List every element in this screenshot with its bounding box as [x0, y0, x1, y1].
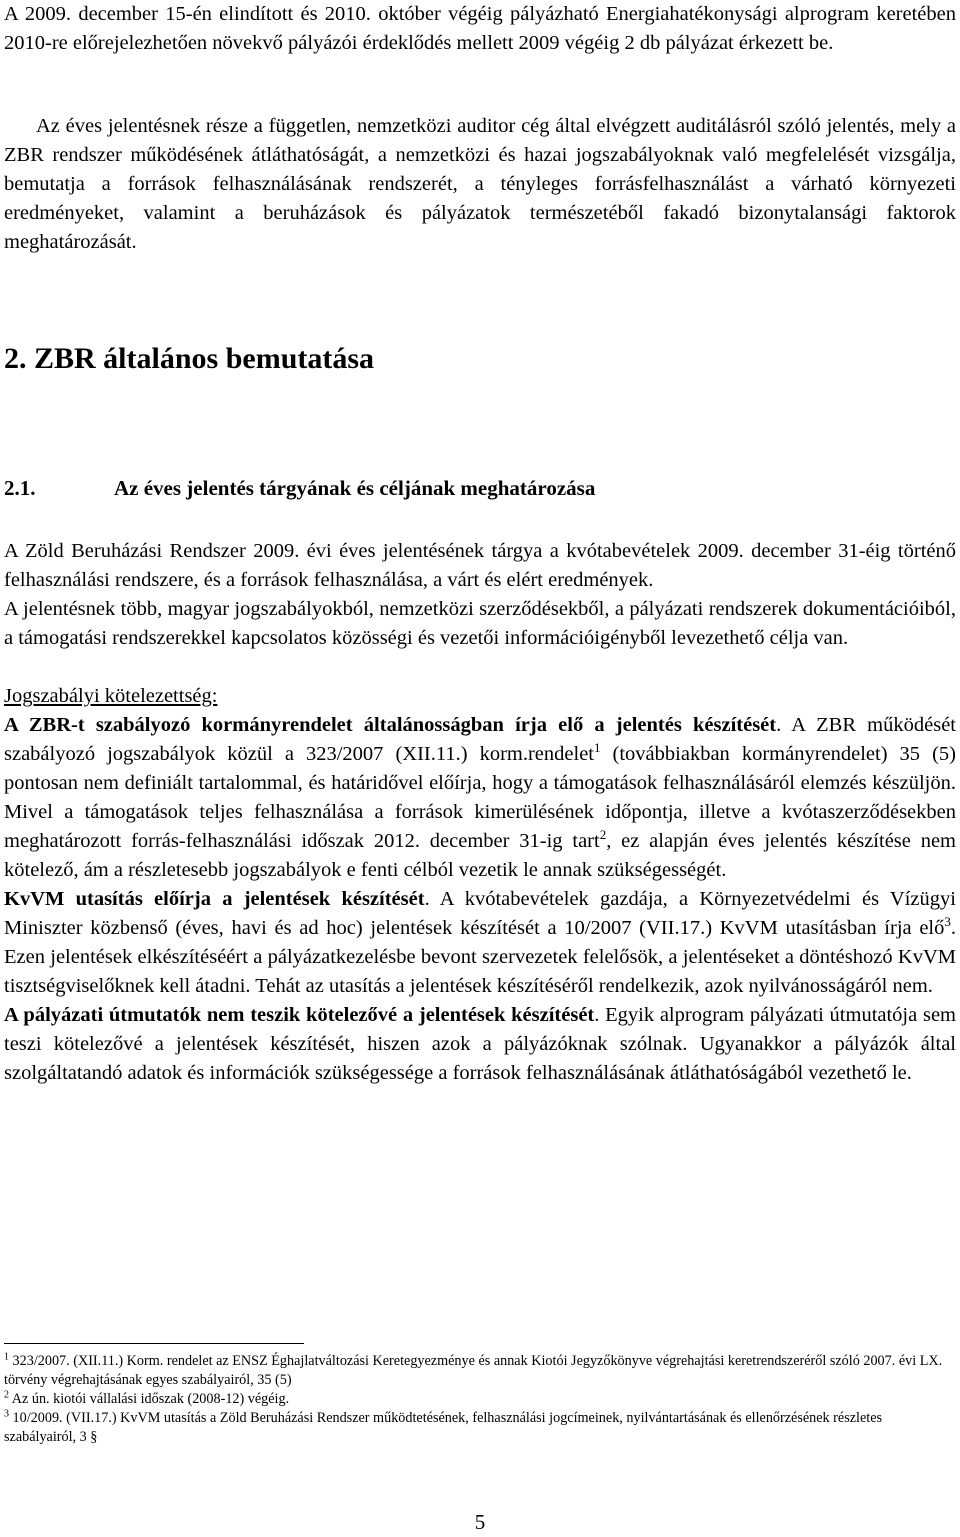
legal-label: Jogszabályi kötelezettség: [4, 685, 218, 707]
footnote-text: 10/2009. (VII.17.) KvVM utasítás a Zöld Beruházási Rendszer működtetésének, felhasználási jogcímeinek, nyilvántartásának és ellenőrzésének részletes szabályairól, 3 § [4, 1410, 883, 1445]
footnote-mark: 1 [4, 1351, 9, 1363]
subsection-heading [4, 476, 595, 501]
footnotes [4, 1352, 956, 1447]
body-paragraph-1: A Zöld Beruházási Rendszer 2009. évi éves jelentésének tárgya a kvótabevételek 2009. december 31-éig történő felhasználási rendszere, és a források felhasználása, a várt és elért eredmények. [4, 540, 956, 591]
p3-text-a: . A ZBR működését szabályozó jogszabályok közül a 323/2007 (XII.11.) korm.rendelet [4, 714, 956, 765]
footnote-text: Az ún. kiotói vállalási időszak (2008-12) végéig. [9, 1391, 290, 1407]
footnote-mark: 3 [4, 1408, 9, 1420]
body-paragraph-4 [4, 885, 956, 1001]
p3-text-b: (továbbiakban kormányrendelet) 35 (5) pontosan nem definiált tartalommal, és határidővel előírja, hogy a támogatások felhasználásáról elemzés készüljön. Mivel a támogatások teljes felhasználása a források kimerülésének időpontja, illetve a kvótaszerződésekben meghatározott forrás-felhasználási időszak 2012. december 31-ig tart [4, 743, 956, 852]
lead-paragraph: A 2009. december 15-én elindított és 2010. október végéig pályázható Energiahatékonysági alprogram keretében 2010-re előrejelezhetően növekvő pályázói érdeklődés mellett 2009 végéig 2 db pályázat érkezett be. [4, 3, 956, 54]
footnote-ref-3[interactable]: 3 [944, 914, 951, 930]
p4-bold: KvVM utasítás előírja a jelentések készítését [4, 888, 425, 910]
paragraph-gap [4, 653, 956, 682]
section-heading: 2. ZBR általános bemutatása [4, 342, 375, 375]
p4-text-a: . A kvótabevételek gazdája, a Környezetvédelmi és Vízügyi Miniszter közbenső (éves, havi és ad hoc) jelentések készítését a 10/2007 (VII.17.) KvVM utasításban írja elő [4, 888, 956, 939]
legal-obligation-label [4, 682, 956, 711]
p5-text-a: . Egyik alprogram pályázati útmutatója sem teszi kötelezővé a jelentések készítését, hiszen azok a pályázóknak szólnak. Ugyanakkor a pályázók által szolgáltatandó adatok és információk szükségessége a források felhasználásának átláthatóságából vezethető le. [4, 1004, 956, 1084]
p3-text-c: , ez alapján éves jelentés készítése nem kötelező, ám a részletesebb jogszabályok e fenti célból vezetik le annak szükségességét. [4, 830, 956, 881]
footnote-3 [4, 1409, 956, 1447]
body-paragraph-3 [4, 711, 956, 885]
footnote-1 [4, 1352, 956, 1390]
body-text [4, 537, 956, 1088]
page-number: 5 [474, 1510, 486, 1534]
p5-bold: A pályázati útmutatók nem teszik kötelezővé a jelentések készítését [4, 1004, 595, 1026]
intro-paragraph: Az éves jelentésnek része a független, nemzetközi auditor cég által elvégzett auditálásról szóló jelentés, mely a ZBR rendszer működésének átláthatóságát, a nemzetközi és hazai jogszabályoknak való megfelelését vizsgálja, bemutatja a források felhasználásának rendszerét, a tényleges forrásfelhasználást a várható környezeti eredményeket, valamint a beruházások és pályázatok természetéből fakadó bizonytalansági faktorok meghatározását. [4, 115, 956, 253]
subsection-title: Az éves jelentés tárgyának és céljának meghatározása [114, 476, 596, 500]
body-paragraph-2: A jelentésnek több, magyar jogszabályokból, nemzetközi szerződésekből, a pályázati rendszerek dokumentációiból, a támogatási rendszerekkel kapcsolatos közösségi és vezetői információigényből levezethető célja van. [4, 598, 956, 649]
footnote-2 [4, 1390, 956, 1409]
footnote-mark: 2 [4, 1389, 9, 1401]
footnote-ref-1[interactable]: 1 [594, 740, 601, 756]
body-paragraph-5 [4, 1001, 956, 1088]
subsection-number: 2.1. [4, 476, 36, 500]
footnote-separator [4, 1343, 304, 1344]
p4-text-b: . Ezen jelentések elkészítéséért a pályázatkezelésbe bevont szervezetek felelősök, a jelentéseket a döntéshozó KvVM tisztségviselőknek kell átadni. Tehát az utasítás a jelentések készítéséről rendelkezik, azok nyilvánosságáról nem. [4, 917, 956, 997]
footnote-ref-2[interactable]: 2 [599, 827, 607, 843]
p3-bold: A ZBR-t szabályozó kormányrendelet általánosságban írja elő a jelentés készítését [4, 714, 777, 736]
footnote-text: 323/2007. (XII.11.) Korm. rendelet az ENSZ Éghajlatváltozási Keretegyezménye és annak Kiotói Jegyzőkönyve végrehajtási keretrendszeréről szóló 2007. évi LX. törvény végrehajtásának egyes szabályairól, 35 (5) [4, 1353, 943, 1388]
